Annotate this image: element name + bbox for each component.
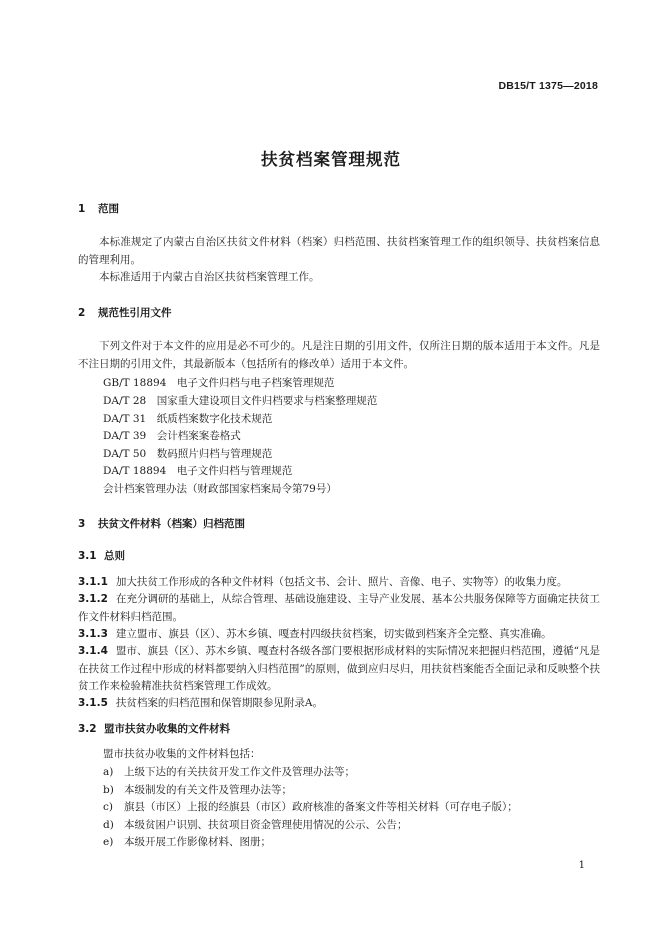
- clause-text: 盟市、旗县（区）、苏木乡镇、嘎查村各级各部门要根据形成材料的实际情况来把握归档范围，遵循“凡是在扶贫工作过程中形成的材料都要纳入归档范围”的原则，做到应归尽归，用扶贫档案能否全面记录和反映整个扶贫工作来检验精准扶贫档案管理工作成效。: [78, 645, 600, 692]
- list-marker: a): [103, 766, 114, 778]
- clause-text: 加大扶贫工作形成的各种文件材料（包括文书、会计、照片、音像、电子、实物等）的收集力度。: [115, 576, 568, 588]
- section-title: 范围: [98, 203, 119, 215]
- paragraph: 本标准规定了内蒙古自治区扶贫文件材料（档案）归档范围、扶贫档案管理工作的组织领导、扶贫档案信息的管理利用。: [78, 236, 600, 266]
- section-heading-2: [78, 305, 172, 320]
- normative-reference: DA/T 50 数码照片归档与管理规范: [103, 448, 273, 460]
- list-item: [103, 782, 292, 797]
- clause-number: 3.1.4: [78, 645, 108, 657]
- section-title: 扶贫文件材料（档案）归档范围: [98, 518, 245, 530]
- subsection-heading-3-2: [78, 721, 230, 736]
- section-number: 1: [78, 203, 86, 215]
- list-marker: e): [103, 836, 114, 848]
- section-heading-1: [78, 201, 119, 216]
- clause-number: 3.1.2: [78, 593, 108, 605]
- list-item-text: 旗县（市区）上报的经旗县（市区）政府核准的备案文件等相关材料（可存电子版）；: [124, 801, 518, 813]
- section-title: 规范性引用文件: [98, 307, 172, 319]
- page-number: 1: [578, 860, 585, 871]
- list-item: [103, 817, 408, 832]
- list-intro: 盟市扶贫办收集的文件材料包括：: [103, 748, 261, 760]
- list-item: [103, 834, 271, 849]
- subsection-title: 总则: [104, 550, 125, 562]
- list-item-text: 本级制发的有关文件及管理办法等；: [124, 784, 292, 796]
- section-heading-3: [78, 516, 245, 531]
- list-item-text: 本级开展工作影像材料、图册；: [124, 836, 271, 848]
- subsection-title: 盟市扶贫办收集的文件材料: [104, 723, 230, 735]
- clause-3-1-2: [78, 591, 600, 626]
- normative-reference: GB/T 18894 电子文件归档与电子档案管理规范: [103, 377, 335, 389]
- list-item-text: 本级贫困户识别、扶贫项目资金管理使用情况的公示、公告；: [124, 819, 408, 831]
- clause-3-1-1: [78, 574, 600, 592]
- normative-reference: DA/T 18894 电子文件归档与管理规范: [103, 465, 293, 477]
- clause-text: 在充分调研的基础上，从综合管理、基础设施建设、主导产业发展、基本公共服务保障等方面确定扶贫工作文件材料归档范围。: [78, 593, 600, 623]
- clause-number: 3.1.5: [78, 697, 108, 709]
- list-marker: b): [103, 784, 114, 796]
- list-marker: d): [103, 819, 114, 831]
- subsection-number: 3.1: [78, 550, 97, 562]
- document-code: DB15/T 1375—2018: [498, 80, 598, 92]
- section-number: 2: [78, 307, 86, 319]
- section-number: 3: [78, 518, 86, 530]
- paragraph: 本标准适用于内蒙古自治区扶贫档案管理工作。: [99, 271, 320, 283]
- normative-reference: DA/T 39 会计档案案卷格式: [103, 430, 241, 442]
- list-marker: c): [103, 801, 113, 813]
- clause-number: 3.1.3: [78, 628, 108, 640]
- clause-number: 3.1.1: [78, 576, 108, 588]
- clause-3-1-4: [78, 643, 600, 696]
- normative-reference: DA/T 28 国家重大建设项目文件归档要求与档案整理规范: [103, 395, 378, 407]
- list-item: [103, 799, 518, 814]
- list-item: [103, 764, 355, 779]
- normative-reference: DA/T 31 纸质档案数字化技术规范: [103, 413, 273, 425]
- normative-reference: 会计档案管理办法（财政部国家档案局令第79号）: [103, 483, 337, 495]
- document-title: 扶贫档案管理规范: [261, 150, 401, 169]
- clause-text: 扶贫档案的归档范围和保管期限参见附录A。: [115, 697, 323, 709]
- list-item-text: 上级下达的有关扶贫开发工作文件及管理办法等；: [124, 766, 355, 778]
- clause-3-1-3: [78, 626, 600, 644]
- clause-3-1-5: [78, 695, 600, 713]
- paragraph: 下列文件对于本文件的应用是必不可少的。凡是注日期的引用文件，仅所注日期的版本适用于本文件。凡是不注日期的引用文件，其最新版本（包括所有的修改单）适用于本文件。: [78, 340, 600, 370]
- subsection-number: 3.2: [78, 723, 97, 735]
- subsection-heading-3-1: [78, 548, 125, 563]
- clause-text: 建立盟市、旗县（区）、苏木乡镇、嘎查村四级扶贫档案，切实做到档案齐全完整、真实准确。: [115, 628, 552, 640]
